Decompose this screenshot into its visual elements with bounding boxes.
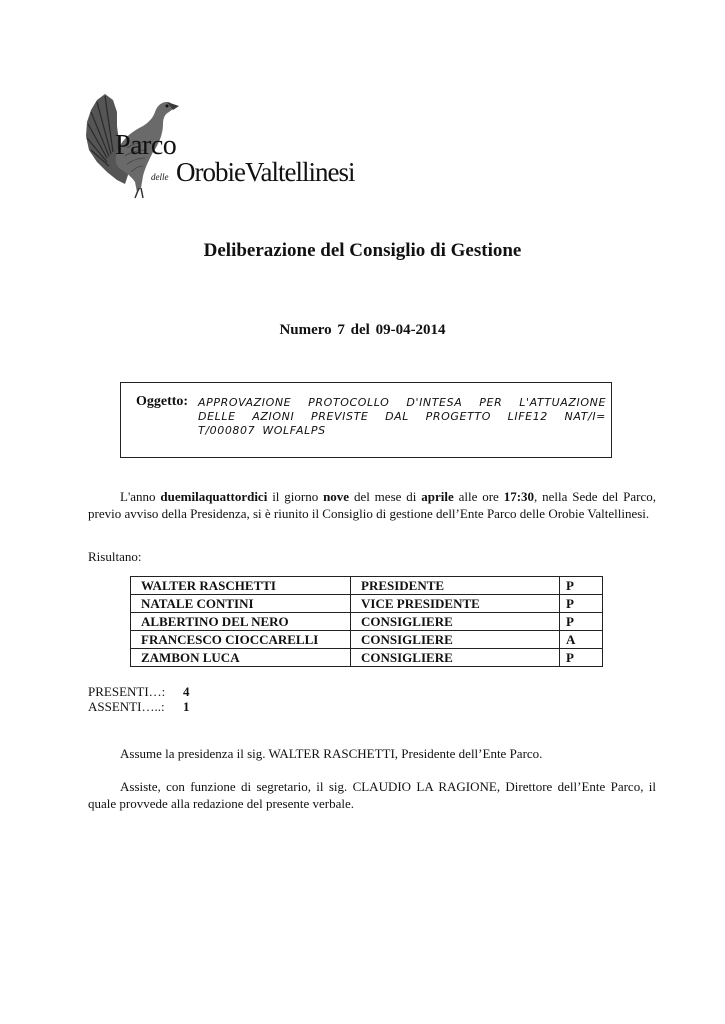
segretario-paragraph — [88, 778, 656, 812]
intro-text-1: L'anno — [120, 489, 161, 504]
subject-text: APPROVAZIONE PROTOCOLLO D'INTESA PER L'ATTUAZIONE DELLE AZIONI PREVISTE DAL PROGETTO LIFE12 NAT/I= T/000807 WOLFALPS — [198, 396, 606, 437]
assenti-label: ASSENTI…..: — [88, 699, 165, 714]
subject-box — [120, 382, 612, 458]
member-name: ALBERTINO DEL NERO — [131, 613, 351, 631]
logo-text-delle: delle — [151, 172, 169, 182]
member-presence: P — [560, 577, 603, 595]
presenti-value: 4 — [183, 684, 190, 699]
intro-paragraph — [88, 488, 656, 522]
table-row — [131, 577, 603, 595]
deliberation-number: Numero 7 del 09-04-2014 — [279, 322, 446, 338]
attendance-table — [130, 576, 603, 667]
member-name: ZAMBON LUCA — [131, 649, 351, 667]
member-role: CONSIGLIERE — [351, 631, 560, 649]
presenti-label: PRESENTI…: — [88, 684, 166, 699]
document-title: Deliberazione del Consiglio di Gestione — [203, 240, 522, 261]
park-logo — [83, 92, 388, 202]
member-role: VICE PRESIDENTE — [351, 595, 560, 613]
presidenza-text: Assume la presidenza il sig. WALTER RASCHETTI, Presidente dell’Ente Parco. — [120, 746, 543, 761]
logo-text-orobie-valtellinesi: OrobieValtellinesi — [176, 157, 355, 187]
member-name: FRANCESCO CIOCCARELLI — [131, 631, 351, 649]
subject-label: Oggetto: — [136, 394, 189, 409]
intro-giorno: nove — [323, 489, 350, 504]
intro-text-4: alle ore — [453, 489, 504, 504]
intro-text-2: il giorno — [267, 489, 324, 504]
table-row — [131, 631, 603, 649]
table-row — [131, 595, 603, 613]
member-presence: P — [560, 613, 603, 631]
member-role: CONSIGLIERE — [351, 649, 560, 667]
intro-text-3: del mese di — [349, 489, 422, 504]
segretario-text: Assiste, con funzione di segretario, il sig. CLAUDIO LA RAGIONE, Direttore dell’Ente Parco, il quale provvede alla redazione del presente verbale. — [88, 779, 656, 811]
member-role: CONSIGLIERE — [351, 613, 560, 631]
intro-ora: 17:30 — [503, 489, 535, 504]
member-role: PRESIDENTE — [351, 577, 560, 595]
member-presence: A — [560, 631, 603, 649]
member-name: WALTER RASCHETTI — [131, 577, 351, 595]
intro-mese: aprile — [421, 489, 454, 504]
member-presence: P — [560, 649, 603, 667]
member-presence: P — [560, 595, 603, 613]
presidenza-paragraph — [88, 745, 656, 762]
member-name: NATALE CONTINI — [131, 595, 351, 613]
risultano-label: Risultano: — [88, 549, 142, 564]
assenti-value: 1 — [183, 699, 190, 714]
logo-text-parco: Parco — [115, 130, 177, 161]
table-row — [131, 649, 603, 667]
intro-text-5: , nella Sede del Parco, previo avviso della Presidenza, si è riunito il Consiglio di gestione dell’Ente Parco delle Orobie Valtellinesi. — [88, 489, 656, 521]
table-row — [131, 613, 603, 631]
intro-anno: duemilaquattordici — [160, 489, 268, 504]
